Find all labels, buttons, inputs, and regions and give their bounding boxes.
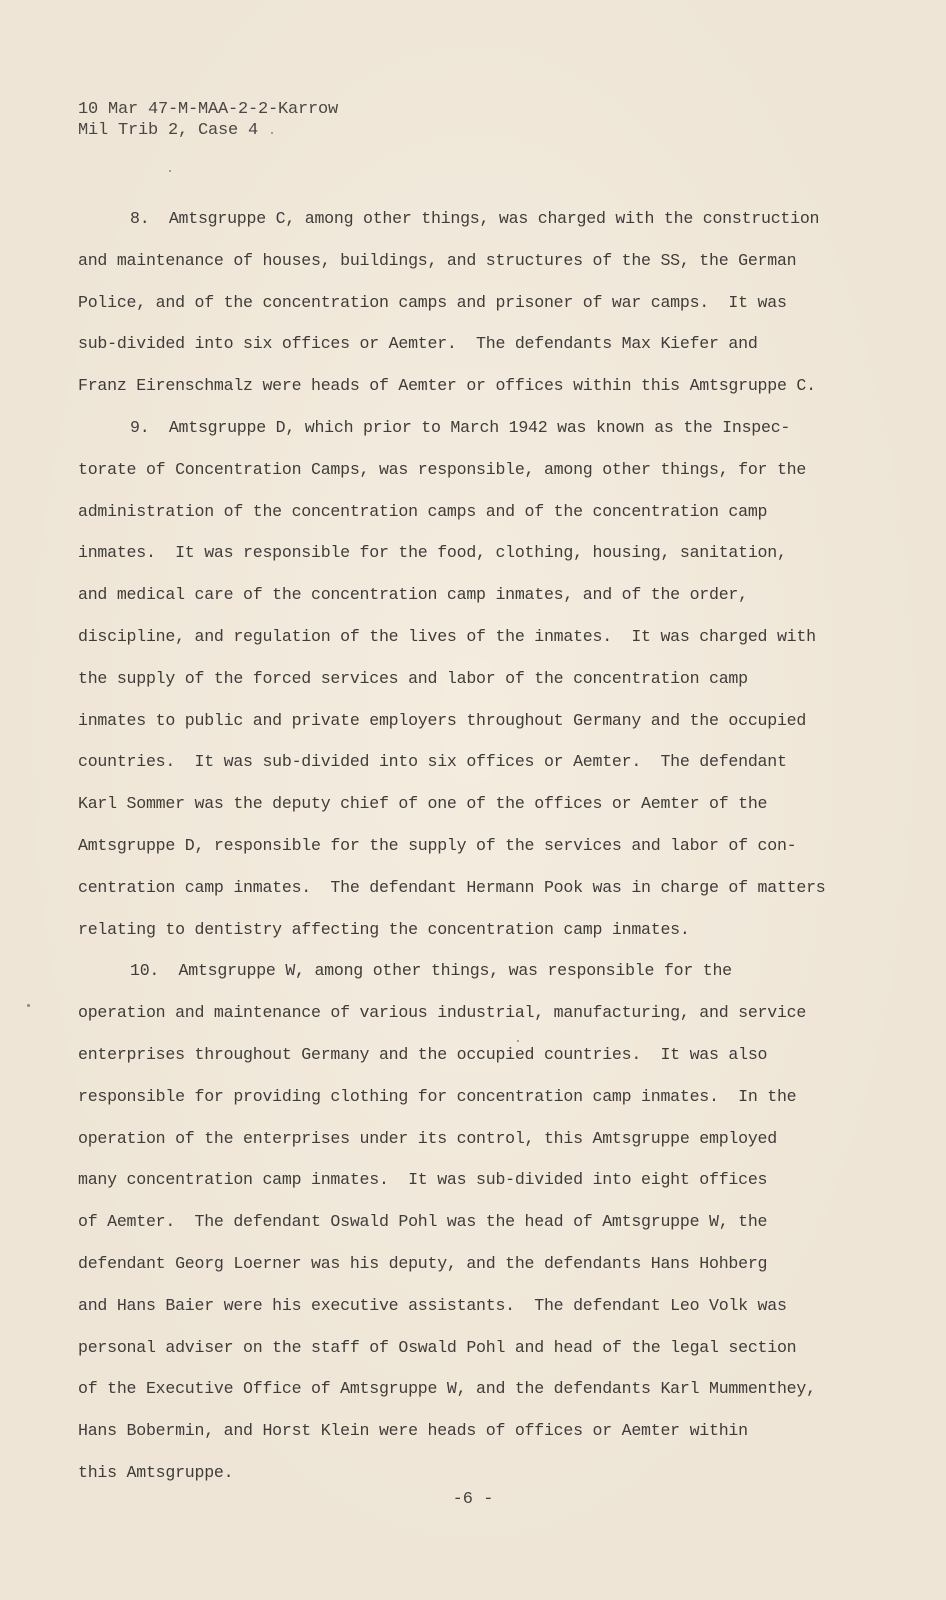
document-header xyxy=(78,99,338,141)
text-line: of the Executive Office of Amtsgruppe W, and the defendants Karl Mummenthey, xyxy=(78,1379,816,1399)
text-line: operation and maintenance of various industrial, manufacturing, and service xyxy=(78,1003,807,1023)
paragraph-8 xyxy=(78,198,878,407)
text-line: Amtsgruppe D, responsible for the supply of the services and labor of con- xyxy=(78,835,797,855)
paper-speck xyxy=(271,132,273,134)
text-line: sub-divided into six offices or Aemter. The defendants Max Kiefer and xyxy=(78,334,758,354)
paper-speck xyxy=(517,1040,519,1042)
text-line: inmates. It was responsible for the food, clothing, housing, sanitation, xyxy=(78,543,787,563)
text-line: many concentration camp inmates. It was sub-divided into eight offices xyxy=(78,1170,768,1190)
text-line: administration of the concentration camps and of the concentration camp xyxy=(78,501,768,521)
paragraph-10 xyxy=(78,950,878,1493)
text-line: Karl Sommer was the deputy chief of one of the offices or Aemter of the xyxy=(78,794,768,814)
text-line: responsible for providing clothing for concentration camp inmates. In the xyxy=(78,1086,797,1106)
text-line: discipline, and regulation of the lives of the inmates. It was charged with xyxy=(78,626,816,646)
text-line: the supply of the forced services and labor of the concentration camp xyxy=(78,668,748,688)
text-line: Franz Eirenschmalz were heads of Aemter or offices within this Amtsgruppe C. xyxy=(78,376,816,396)
text-line: defendant Georg Loerner was his deputy, and the defendants Hans Hohberg xyxy=(78,1253,768,1273)
header-case-line: Mil Trib 2, Case 4 xyxy=(78,121,259,140)
text-line: and Hans Baier were his executive assistants. The defendant Leo Volk was xyxy=(78,1295,787,1315)
text-line: relating to dentistry affecting the concentration camp inmates. xyxy=(78,919,690,939)
text-line: centration camp inmates. The defendant Hermann Pook was in charge of matters xyxy=(78,877,826,897)
text-line: of Aemter. The defendant Oswald Pohl was the head of Amtsgruppe W, the xyxy=(78,1212,768,1232)
text-line: inmates to public and private employers throughout Germany and the occupied xyxy=(78,710,807,730)
paper-speck xyxy=(169,170,171,172)
text-line: enterprises throughout Germany and the occupied countries. It was also xyxy=(78,1044,768,1064)
text-line: 10. Amtsgruppe W, among other things, was responsible for the xyxy=(130,961,732,981)
text-line: operation of the enterprises under its control, this Amtsgruppe employed xyxy=(78,1128,777,1148)
paper-speck xyxy=(27,1004,30,1007)
paragraph-9 xyxy=(78,407,878,950)
text-line: and maintenance of houses, buildings, and structures of the SS, the German xyxy=(78,250,797,270)
text-line: 9. Amtsgruppe D, which prior to March 1942 was known as the Inspec- xyxy=(130,417,791,437)
text-line: 8. Amtsgruppe C, among other things, was charged with the construction xyxy=(130,209,820,228)
text-line: Hans Bobermin, and Horst Klein were heads of offices or Aemter within xyxy=(78,1421,748,1441)
text-line: personal adviser on the staff of Oswald Pohl and head of the legal section xyxy=(78,1337,797,1357)
header-reference-line: 10 Mar 47-M-MAA-2-2-Karrow xyxy=(78,100,339,119)
text-line: Police, and of the concentration camps and prisoner of war camps. It was xyxy=(78,292,787,312)
text-line: this Amtsgruppe. xyxy=(78,1462,234,1482)
text-line: torate of Concentration Camps, was responsible, among other things, for the xyxy=(78,459,807,479)
text-line: countries. It was sub-divided into six offices or Aemter. The defendant xyxy=(78,752,787,772)
text-line: and medical care of the concentration camp inmates, and of the order, xyxy=(78,585,748,605)
document-body xyxy=(78,198,878,1494)
page-number: -6 - xyxy=(452,1490,494,1509)
